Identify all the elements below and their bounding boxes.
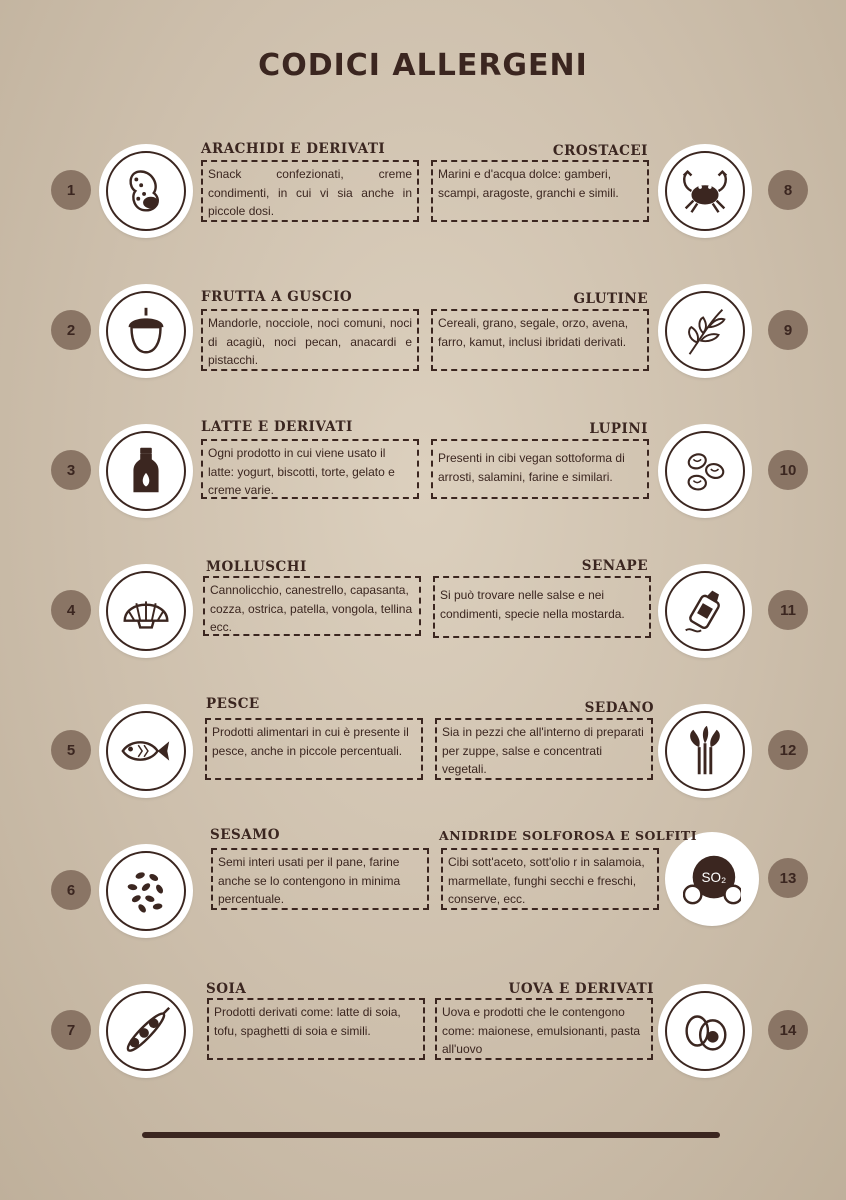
allergen-description-3: Ogni prodotto in cui viene usato il latte: yogurt, biscotti, torte, gelato e creme varie. xyxy=(201,439,419,499)
allergen-name-13: ANIDRIDE SOLFOROSA E SOLFITI xyxy=(439,828,698,843)
milk-bottle-icon xyxy=(117,442,175,500)
allergen-description-1: Snack confezionati, creme condimenti, in cui vi sia anche in piccole dosi. xyxy=(201,160,419,222)
allergen-icon-badge-14 xyxy=(661,987,749,1075)
allergen-icon-badge-9 xyxy=(661,287,749,375)
allergen-icon-badge-1 xyxy=(102,147,190,235)
allergen-icon-badge-12 xyxy=(661,707,749,795)
shell-icon xyxy=(117,582,175,640)
mustard-bottle-icon xyxy=(676,582,734,640)
allergen-number-6: 6 xyxy=(51,870,91,910)
allergen-description-11: Si può trovare nelle salse e nei condimenti, specie nella mostarda. xyxy=(433,576,651,638)
allergen-description-9: Cereali, grano, segale, orzo, avena, farro, kamut, inclusi ibridati derivati. xyxy=(431,309,649,371)
allergen-name-11: SENAPE xyxy=(581,558,648,574)
allergen-description-4: Cannolicchio, canestrello, capasanta, cozza, ostrica, patella, vongola, tellina ecc. xyxy=(203,576,421,636)
allergen-number-8: 8 xyxy=(768,170,808,210)
allergen-number-11: 11 xyxy=(768,590,808,630)
allergen-icon-badge-7 xyxy=(102,987,190,1075)
allergen-name-9: GLUTINE xyxy=(573,291,648,307)
allergen-number-12: 12 xyxy=(768,730,808,770)
crab-icon xyxy=(676,162,734,220)
eggs-icon xyxy=(676,1002,734,1060)
allergen-name-6: SESAMO xyxy=(210,827,280,843)
allergen-number-13: 13 xyxy=(768,858,808,898)
allergen-number-1: 1 xyxy=(51,170,91,210)
allergen-number-7: 7 xyxy=(51,1010,91,1050)
acorn-icon xyxy=(117,302,175,360)
celery-icon xyxy=(676,722,734,780)
lupin-beans-icon xyxy=(676,442,734,500)
allergen-name-1: ARACHIDI E DERIVATI xyxy=(201,141,386,157)
allergen-icon-badge-4 xyxy=(102,567,190,655)
wheat-leaf-icon xyxy=(676,302,734,360)
fish-icon xyxy=(117,722,175,780)
allergen-number-4: 4 xyxy=(51,590,91,630)
allergen-description-8: Marini e d'acqua dolce: gamberi, scampi, aragoste, granchi e simili. xyxy=(431,160,649,222)
allergen-number-2: 2 xyxy=(51,310,91,350)
page-title: CODICI ALLERGENI xyxy=(258,48,588,83)
allergen-name-8: CROSTACEI xyxy=(552,143,648,159)
allergen-icon-badge-6 xyxy=(102,847,190,935)
sesame-seeds-icon xyxy=(117,862,175,920)
allergen-description-13: Cibi sott'aceto, sott'olio r in salamoia, marmellate, funghi secchi e freschi, conserve, ecc. xyxy=(441,848,659,910)
allergen-icon-badge-5 xyxy=(102,707,190,795)
allergen-name-2: FRUTTA A GUSCIO xyxy=(201,289,353,305)
soy-pod-icon xyxy=(117,1002,175,1060)
allergen-number-10: 10 xyxy=(768,450,808,490)
allergen-description-12: Sia in pezzi che all'interno di preparati per zuppe, salse e concentrati vegetali. xyxy=(435,718,653,780)
allergen-name-4: MOLLUSCHI xyxy=(206,559,307,575)
allergen-name-14: UOVA E DERIVATI xyxy=(508,981,654,997)
allergen-icon-badge-11 xyxy=(661,567,749,655)
allergen-description-14: Uova e prodotti che le contengono come: maionese, emulsionanti, pasta all'uovo xyxy=(435,998,653,1060)
allergen-name-12: SEDANO xyxy=(584,700,654,716)
allergen-name-10: LUPINI xyxy=(589,421,648,437)
allergen-description-5: Prodotti alimentari in cui è presente il pesce, anche in piccole percentuali. xyxy=(205,718,423,780)
peanut-icon xyxy=(117,162,175,220)
allergen-number-9: 9 xyxy=(768,310,808,350)
allergen-icon-badge-3 xyxy=(102,427,190,515)
allergen-icon-badge-2 xyxy=(102,287,190,375)
allergen-name-5: PESCE xyxy=(206,696,260,712)
allergen-number-3: 3 xyxy=(51,450,91,490)
allergen-description-6: Semi interi usati per il pane, farine anche se lo contengono in minima percentuale. xyxy=(211,848,429,910)
allergen-description-7: Prodotti derivati come: latte di soia, tofu, spaghetti di soia e simili. xyxy=(207,998,425,1060)
allergen-icon-badge-13 xyxy=(668,835,756,923)
so2-molecule-icon xyxy=(683,850,741,908)
allergen-name-7: SOIA xyxy=(206,981,247,997)
allergen-icon-badge-8 xyxy=(661,147,749,235)
allergen-description-10: Presenti in cibi vegan sottoforma di arrosti, salamini, farine e similari. xyxy=(431,439,649,499)
allergen-icon-badge-10 xyxy=(661,427,749,515)
allergen-number-5: 5 xyxy=(51,730,91,770)
allergen-description-2: Mandorle, nocciole, noci comuni, noci di acagiù, noci pecan, anacardi e pistacchi. xyxy=(201,309,419,371)
bottom-divider xyxy=(142,1132,720,1138)
so2-formula: SO₂ xyxy=(701,869,727,885)
allergen-number-14: 14 xyxy=(768,1010,808,1050)
allergen-name-3: LATTE E DERIVATI xyxy=(201,419,353,435)
